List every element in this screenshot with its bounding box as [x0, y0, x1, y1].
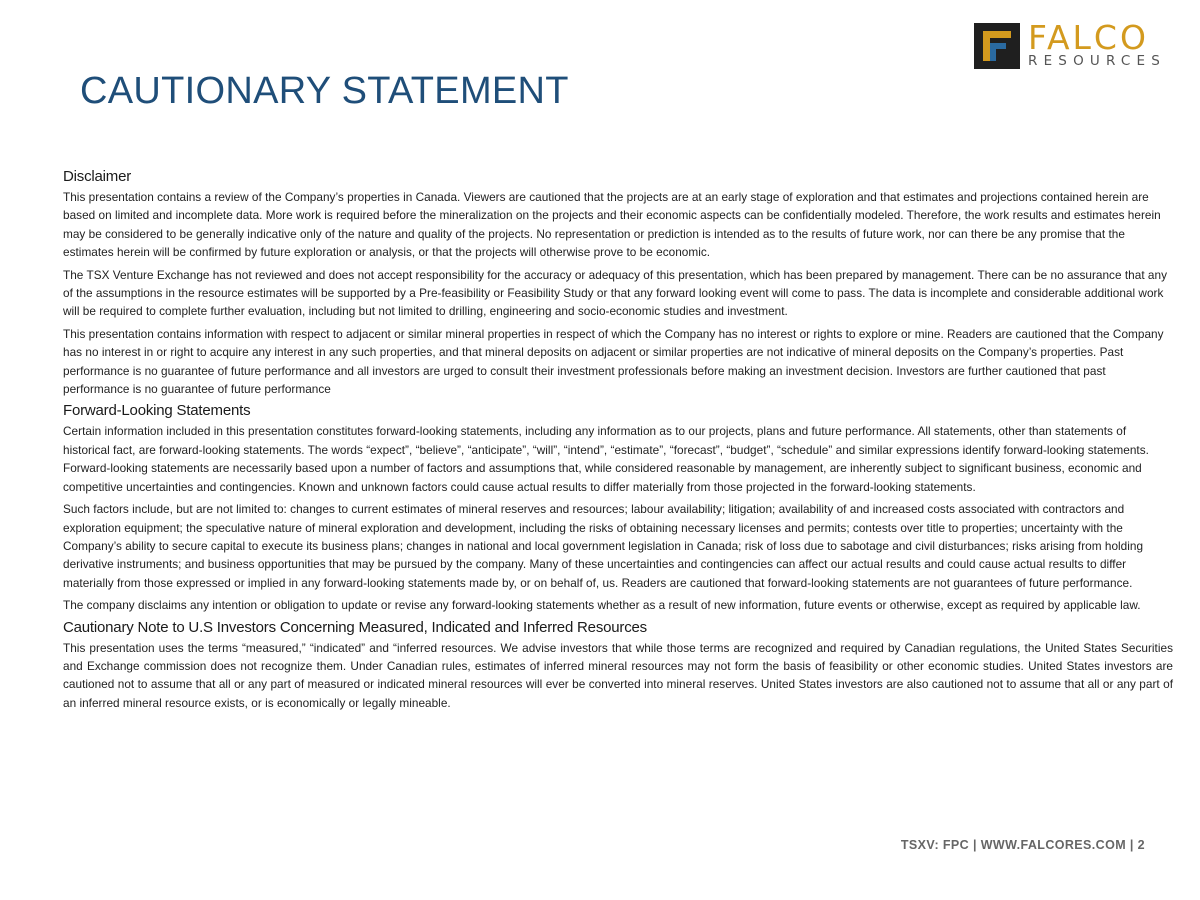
disclaimer-paragraph-3: This presentation contains information with respect to adjacent or similar mineral properties in respect of which the Company has no interest or rights to explore or mine. Readers are cautioned that the Company has no interest in or right to acquire any interest in any such properties, and that mineral deposits on adjacent or similar properties are not indicative of mineral deposits on the Company’s properties. Past performance is no guarantee of future performance and all investors are urged to consult their investment professionals before making an investment decision. Investors are further cautioned that past performance is no guarantee of future performance — [63, 326, 1164, 397]
page-title: CAUTIONARY STATEMENT — [80, 70, 569, 112]
us-investors-heading: Cautionary Note to U.S Investors Concerning Measured, Indicated and Inferred Resources — [63, 618, 647, 636]
disclaimer-paragraph-1: This presentation contains a review of the Company’s properties in Canada. Viewers are cautioned that the projects are at an early stage of exploration and that estimates and projections contained herein are based on limited and incomplete data. More work is required before the mineralization on the projects and their economic aspects can be confidentially modeled. Therefore, the work results and estimates herein may be considered to be generally indicative only of the nature and quality of the projects. No representation or prediction is intended as to the results of future work, nor can there be any promise that the estimates herein will be confirmed by future exploration or analysis, or that the projects will otherwise prove to be economic. — [63, 190, 1161, 260]
footer-ticker: TSXV: FPC | WWW.FALCORES.COM | 2 — [900, 838, 1145, 852]
falco-f-mark-icon — [974, 23, 1020, 69]
logo-sub: RESOURCES — [1028, 53, 1167, 69]
us-investors-paragraph: This presentation uses the terms “measured,” “indicated” and “inferred resources. We advise investors that while those terms are recognized and required by Canadian regulations, the United States Securities and Exchange commission does not recognize them. Under Canadian rules, estimates of inferred mineral resources may not form the basis of feasibility or other economic studies. United States investors are cautioned not to assume that all or any part of measured or indicated mineral resources will ever be converted into mineral reserves. United States investors are also cautioned not to assume that all or any part of an inferred mineral resource exists, or is economically or legally mineable. — [63, 640, 1173, 710]
logo-text — [1028, 18, 1167, 69]
falco-logo — [974, 20, 1174, 72]
disclaimer-paragraph-2: The TSX Venture Exchange has not reviewed and does not accept responsibility for the accuracy or adequacy of this presentation, which has been prepared by management. There can be no assurance that any of the assumptions in the resource estimates will be supported by a Pre-feasibility or Feasibility Study or that any forward looking event will come to pass. The data is incomplete and considerable additional work will be required to complete further evaluation, including but not limited to drilling, engineering and socio-economic studies and investment. — [63, 267, 1167, 319]
forward-looking-paragraph-3: The company disclaims any intention or obligation to update or revise any forward-looking statements whether as a result of new information, future events or otherwise, except as required by applicable law. — [63, 598, 1141, 613]
forward-looking-paragraph-2: Such factors include, but are not limited to: changes to current estimates of mineral reserves and resources; labour availability; litigation; availability of and increased costs associated with contractors and exploration equipment; the speculative nature of mineral exploration and development, including the risks of obtaining necessary licenses and permits; contests over title to properties; uncertainty with the Company’s ability to secure capital to execute its business plans; changes in national and local government legislation in Canada; risk of loss due to sabotage and civil disturbances; risks arising from holding derivative instruments; and business opportunities that may be pursued by the company. Many of these uncertainties and contingencies can affect our actual results and could cause actual results to differ materially from those expressed or implied in any forward-looking statements made by, or on behalf of, us. Readers are cautioned that forward-looking statements are not guarantees of future performance. — [63, 502, 1144, 590]
logo-brand: FALCO — [1028, 18, 1149, 57]
forward-looking-paragraph-1: Certain information included in this presentation constitutes forward-looking statements, including any information as to our projects, plans and future performance. All statements, other than statements of historical fact, are forward-looking statements. The words “expect”, “believe”, “anticipate”, “will”, “intend”, “estimate”, “forecast”, “budget”, “schedule” and similar expressions identify forward-looking statements. Forward-looking statements are necessarily based upon a number of factors and assumptions that, while considered reasonable by management, are inherently subject to significant business, economic and competitive uncertainties and contingencies. Known and unknown factors could cause actual results to differ materially from those projected in the forward-looking statements. — [63, 424, 1149, 494]
disclaimer-heading: Disclaimer — [63, 168, 132, 185]
statement-body — [63, 168, 1173, 716]
forward-looking-heading: Forward-Looking Statements — [63, 402, 251, 420]
